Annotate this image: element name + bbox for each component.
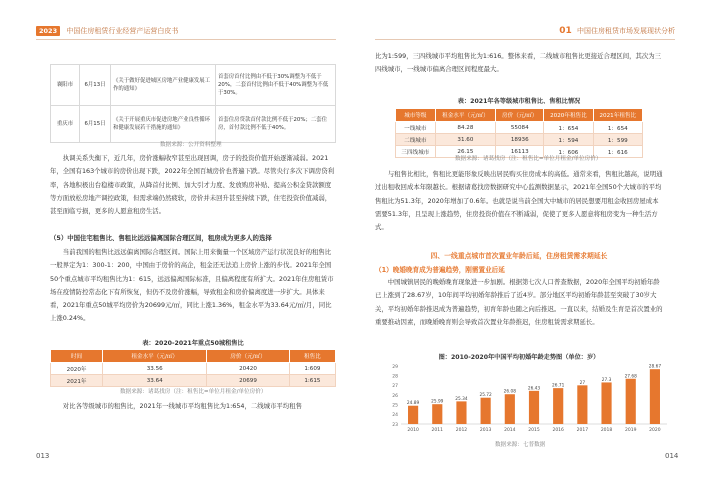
paragraph: 执调关系失衡下，近几年，房价涨幅收窄甚至出现回调，房子的投资价值开始逐渐减弱。2021年，全国有163个城市的房价出现下跌，2022年全国百城房价也普遍下跌。尽管央行多次下调房贷利率，各地积极出台稳楼市政策，从降首付比例、加大引才力度、发放购房补贴、提高公积金贷款额度等方面放松房地产调控政策，但需求端仍然疲软，房价并未回升甚至持续下跌，住宅投资价值减弱，甚至面临亏损，更多的人愿意租房生活。 bbox=[50, 154, 335, 216]
right-body-3 bbox=[375, 276, 663, 329]
x-tick-label: 2014 bbox=[504, 428, 516, 433]
policy-table bbox=[50, 64, 336, 143]
page-number-left: 013 bbox=[36, 452, 50, 460]
table-cell: 1：616 bbox=[593, 146, 642, 158]
x-tick-label: 2019 bbox=[625, 428, 637, 433]
policy-date: 6月13日 bbox=[80, 65, 111, 106]
table-cell: 一线城市 bbox=[396, 122, 436, 134]
chapter-number: 01 bbox=[559, 26, 572, 36]
y-tick-label: 29 bbox=[392, 364, 398, 370]
left-body-3 bbox=[50, 400, 336, 413]
header-divider bbox=[375, 39, 675, 40]
table-cell: 1：654 bbox=[544, 122, 593, 134]
y-tick-label: 24 bbox=[392, 413, 398, 419]
column-header: 房价（元/㎡） bbox=[496, 109, 544, 122]
left-header bbox=[36, 26, 178, 38]
section-heading: （5）中国住宅租售比、售租比远远偏离国际合理区间，租房成为更多人的选择 bbox=[50, 234, 272, 242]
table-cell: 2021年 bbox=[51, 375, 103, 387]
x-axis bbox=[407, 427, 660, 433]
table-cell: 1：654 bbox=[593, 122, 642, 134]
x-tick-label: 2020 bbox=[649, 428, 661, 433]
table-caption: 表：2020-2021年重点50城租售比 bbox=[142, 340, 244, 347]
table-cell: 三四线城市 bbox=[396, 146, 436, 158]
bar-value-label: 27 bbox=[579, 380, 586, 386]
table-cell: 2020年 bbox=[51, 363, 103, 375]
y-tick-label: 25 bbox=[392, 403, 398, 409]
column-header: 租金水平（元/㎡） bbox=[435, 109, 496, 122]
right-header bbox=[375, 26, 675, 38]
bar bbox=[456, 401, 466, 424]
policy-content: 首套住房贷款首付款比例不低于20%；二套住房，首付款比例不低于40%。 bbox=[216, 106, 336, 143]
right-body-2 bbox=[375, 168, 663, 234]
chart-source: 数据来源：七普数据 bbox=[495, 442, 546, 448]
table-cell: 84.28 bbox=[435, 122, 496, 134]
table-cell: 26.15 bbox=[435, 146, 496, 158]
bar-value-label: 26.43 bbox=[527, 386, 541, 392]
bar bbox=[408, 406, 418, 424]
table-header-row bbox=[51, 350, 336, 363]
table-cell: 1：594 bbox=[544, 134, 593, 146]
table-row bbox=[396, 134, 643, 146]
y-tick-label: 26 bbox=[392, 393, 398, 399]
table-row bbox=[51, 363, 336, 375]
bar bbox=[432, 404, 442, 424]
right-page bbox=[355, 0, 710, 486]
table-cell: 16113 bbox=[496, 146, 544, 158]
bar-value-label: 26.08 bbox=[503, 389, 516, 395]
bar bbox=[481, 398, 491, 424]
table-cell: 1:609 bbox=[289, 363, 335, 375]
bar bbox=[553, 388, 563, 424]
column-header: 租售比 bbox=[289, 350, 335, 363]
right-body-1 bbox=[375, 50, 663, 77]
policy-row bbox=[51, 65, 336, 106]
x-tick-label: 2017 bbox=[576, 428, 589, 433]
paragraph: 比为1:599，三四线城市平均租售比为1:616。整体来看，二线城市租售比更接近合理区间，其次为三四线城市，一线城市偏离合理区间程度最大。 bbox=[375, 52, 662, 74]
paragraph: 中国城镇居民的晚婚晚育现象进一步加剧。根据第七次人口普查数据，2020年全国平均初婚年龄已上涨到了28.67岁，10年间平均初婚年龄推后了近4岁。部分地区平均初婚年龄甚至突破了30岁大关，平均初婚年龄推迟成为普遍趋势，初育年龄也随之向后推迟。一直以来，结婚及生育是首次置业的重要推动因素，而晚婚晚育则会导致首次置业年龄推迟，住房租赁需求期延长。 bbox=[375, 278, 663, 326]
bar-value-label: 27.3 bbox=[601, 377, 612, 383]
x-tick-label: 2011 bbox=[431, 428, 443, 433]
city-tier-table bbox=[395, 108, 643, 158]
y-tick-label: 28 bbox=[392, 374, 398, 380]
policy-row bbox=[51, 106, 336, 143]
rent-ratio-table bbox=[50, 349, 336, 387]
paragraph: 当前我国的租售比远远偏离国际合理区间。国际上用来衡量一个区域房产运行状况良好的租售比一般界定为1：300-1：200，中国由于房价的高企，租金还无法追上房价上涨的步伐。2021年全国50个重点城市平均租售比为1：615，远远偏离国际标准，且偏离程度有所扩大。2021年住房租赁市场在疫情防控常态化下有所恢复，但仍不及房价涨幅，导致租金和房价偏离度进一步扩大。具体来看，2021年重点50城平均房价为20699元/㎡，同比上涨1.36%，租金水平为33.64元/㎡/月，同比上涨0.24%。 bbox=[50, 248, 334, 323]
bar-value-label: 25.72 bbox=[479, 393, 492, 399]
bar bbox=[650, 369, 660, 424]
paragraph: 对比各等级城市的租售比，2021年一线城市平均租售比为1:654，二线城市平均租售 bbox=[62, 402, 302, 410]
policy-city: 重庆市 bbox=[51, 106, 80, 143]
chapter-title: 中国住房租赁市场发展现状分析 bbox=[577, 27, 675, 35]
policy-content: 首套房首付比例由不低于30%调整为不低于20%，二套首付比例由不低于40%调整为不低于30%。 bbox=[216, 65, 336, 106]
section-heading: 四、一线重点城市首次置业年龄后延，住房租赁需求期延长 bbox=[430, 252, 608, 260]
policy-date: 6月15日 bbox=[80, 106, 111, 143]
left-body-2 bbox=[50, 246, 336, 326]
page-number-right: 014 bbox=[665, 452, 679, 460]
book-title: 中国住房租赁行业经营产运营白皮书 bbox=[66, 27, 179, 35]
table-source: 数据来源：诸葛找房（注：租售比=单位月租金/单位房价） bbox=[455, 156, 602, 162]
x-tick-label: 2010 bbox=[407, 428, 419, 433]
column-header: 租金水平（元/㎡） bbox=[103, 350, 207, 363]
bar-value-label: 25.99 bbox=[431, 399, 444, 405]
year-badge: 2023 bbox=[36, 26, 60, 36]
bar-series bbox=[407, 364, 661, 424]
table-cell: 18936 bbox=[496, 134, 544, 146]
x-tick-label: 2013 bbox=[479, 428, 492, 433]
policy-city: 襄阳市 bbox=[51, 65, 80, 106]
sub-heading: （1）晚婚晚育成为普遍趋势，刚需置业后延 bbox=[375, 266, 505, 274]
table-cell: 33.64 bbox=[103, 375, 207, 387]
bar-value-label: 27.68 bbox=[624, 374, 637, 380]
column-header: 城市等级 bbox=[396, 109, 436, 122]
policy-name: 《关于开展重庆市促进房地产业良性循环和健康发展若干措施的通知》 bbox=[111, 106, 216, 143]
table-row bbox=[396, 122, 643, 134]
bar-value-label: 26.71 bbox=[552, 383, 565, 389]
y-tick-label: 23 bbox=[392, 422, 398, 428]
x-tick-label: 2016 bbox=[552, 428, 564, 433]
paragraph: 与租售比相比，售租比更能形象反映出居民购买住房成本的高低。通常来看，售租比越高，说明通过出租收回成本年限越长。根据诸葛找房数据研究中心监测数据显示，2021年全国50个大城市的平均售租比为51.3年，2020年增加了0.6年。也就是说当前全国大中城市的居民想要用租金收回房屋成本需要51.3年，且呈现上涨趋势，住房投资价值在不断减弱，促使了更多人愿意将租房变为一种生活方式。 bbox=[375, 170, 663, 232]
x-tick-label: 2015 bbox=[528, 428, 540, 433]
bar bbox=[505, 394, 515, 424]
chart-caption: 图：2010-2020年中国平均初婚年龄走势图（单位：岁） bbox=[438, 354, 600, 361]
table-source: 数据来源：诸葛找房（注：租售比=单位月租金/单位房价） bbox=[120, 389, 267, 395]
bar-value-label: 25.34 bbox=[455, 396, 468, 402]
column-header: 2020年租售比 bbox=[544, 109, 593, 122]
table-cell: 55084 bbox=[496, 122, 544, 134]
table-cell: 二线城市 bbox=[396, 134, 436, 146]
policy-name: 《关于做好促进城区房地产业健康发展工作的通知》 bbox=[111, 65, 216, 106]
table-row bbox=[51, 375, 336, 387]
table-cell: 1:615 bbox=[289, 375, 335, 387]
left-body-1 bbox=[50, 152, 336, 218]
table-cell: 1：599 bbox=[593, 134, 642, 146]
bar-value-label: 24.89 bbox=[406, 401, 420, 407]
table-header-row bbox=[396, 109, 643, 122]
bar bbox=[577, 385, 587, 424]
table-cell: 31.60 bbox=[435, 134, 496, 146]
header-divider bbox=[36, 39, 336, 40]
x-tick-label: 2018 bbox=[600, 428, 613, 433]
policy-source: 数据来源：公开资料整理 bbox=[160, 142, 222, 148]
x-tick-label: 2012 bbox=[455, 428, 468, 433]
column-header: 2021年租售比 bbox=[593, 109, 642, 122]
y-tick-label: 27 bbox=[392, 384, 398, 390]
column-header: 时间 bbox=[51, 350, 103, 363]
table-caption: 表：2021年各等级城市租售比、售租比情况 bbox=[457, 98, 581, 105]
table-cell: 20699 bbox=[207, 375, 289, 387]
bar bbox=[529, 391, 539, 424]
bar bbox=[626, 379, 636, 424]
bar-value-label: 28.67 bbox=[648, 364, 662, 370]
column-header: 房价（元/㎡） bbox=[207, 350, 289, 363]
bar bbox=[601, 382, 611, 424]
table-cell: 33.56 bbox=[103, 363, 207, 375]
marriage-age-chart bbox=[385, 362, 675, 438]
table-cell: 20420 bbox=[207, 363, 289, 375]
table-cell: 1：606 bbox=[544, 146, 593, 158]
